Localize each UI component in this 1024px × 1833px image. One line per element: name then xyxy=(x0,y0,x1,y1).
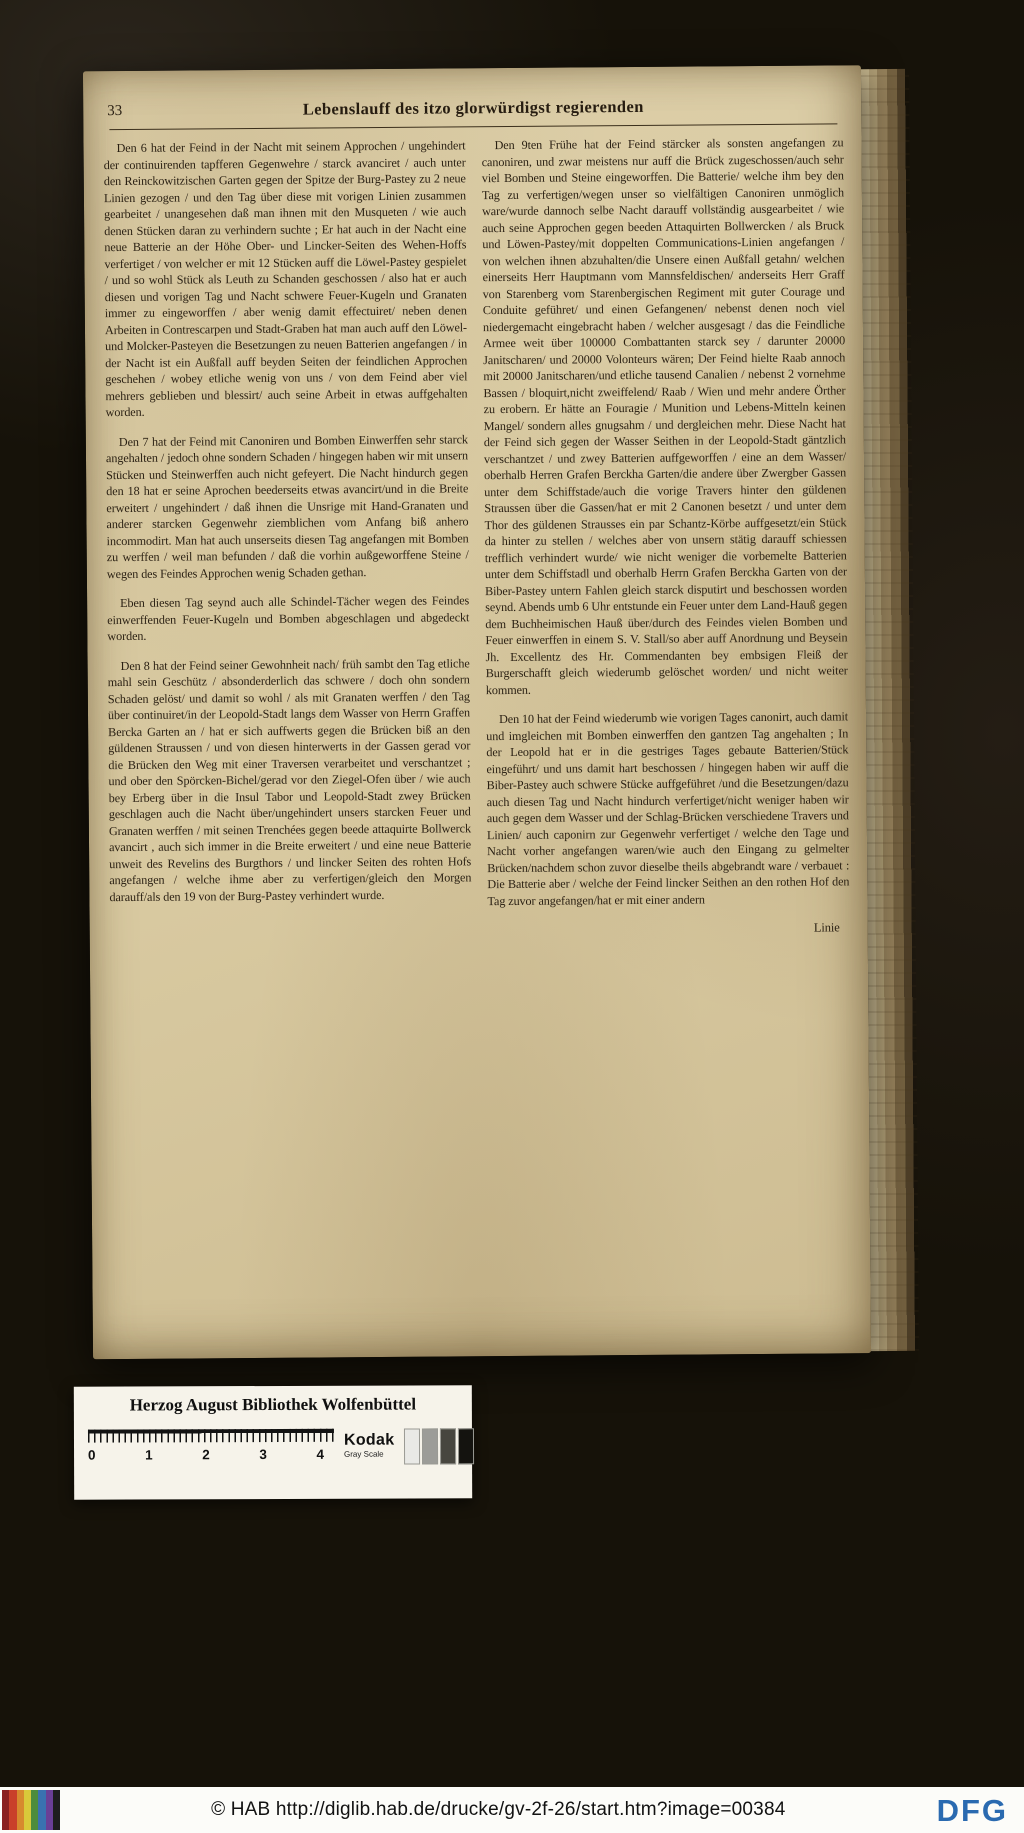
calibration-scale-row xyxy=(88,1424,462,1487)
gray-patch xyxy=(404,1428,420,1464)
ruler-number: 4 xyxy=(316,1446,325,1462)
paragraph: Den 7 hat der Feind mit Canoniren und Bomben Einwerffen sehr starck angehalten / jedoch ohne sondern Schaden / hingegen haben wir mit unsern Stücken und Steinwerffen auch nicht gefeyert. Die Nacht hindurch gegen den 18 hat er seine Aprochen beederseits etwas avancirt/und in die Breite erweitert / ungehindert / daß ihnen die Unsrige mit Hand-Granaten und anderer starcken Gegenwehr ziemblichen vom Anfang biß anhero incommodirt. Man hat auch unserseits diesen Tag angefangen mit Bomben zu werffen / weil man befunden / daß die vorhin außgeworffene Steine / wegen des Feindes Approchen wenig Schaden gethan. xyxy=(105,431,469,581)
page-scan xyxy=(83,65,871,1359)
catchword: Linie xyxy=(813,920,840,935)
running-header: Lebenslauff des itzo glorwürdigst regierenden xyxy=(302,96,644,119)
color-patch xyxy=(53,1790,60,1830)
copyright-text: © HAB http://diglib.hab.de/drucke/gv-2f-26/start.htm?image=00384 xyxy=(211,1799,786,1820)
library-label-card xyxy=(74,1385,472,1499)
color-patch xyxy=(31,1790,38,1830)
text-columns xyxy=(103,134,849,941)
bleed-through-texture xyxy=(861,69,919,1351)
ruler-numbers xyxy=(88,1447,324,1463)
book-scan xyxy=(83,55,929,1370)
left-column xyxy=(103,137,471,941)
color-patch xyxy=(24,1790,31,1830)
grayscale-patches xyxy=(404,1428,474,1464)
color-patch xyxy=(17,1790,24,1830)
page-header xyxy=(103,95,843,127)
right-column xyxy=(481,134,849,938)
kodak-brand-text: Kodak xyxy=(343,1431,395,1449)
kodak-wordmark xyxy=(344,1433,394,1459)
ruler-number: 1 xyxy=(145,1447,153,1463)
paragraph: Den 6 hat der Feind in der Nacht mit seinem Approchen / ungehindert der continuirenden tapfferen Gegenwehre / starck avanciret / auch unter den Reinckowitzischen Garten gegen der Spitze der Burg-Pastey zu 2 neue Linien gezogen / und den Tag über diese mit vorigen Linien zusammen gearbeitet / unangesehen daß man ihnen mit den Musqueten / wie auch denen Stücken daran zu verhindern suchte ; Er hat auch in der Nacht eine neue Batterie an der Höhe Ober- und Lincker-Seiten des Wehen-Hoffs verfertiget / von welcher er mit 12 Stücken auff die Löwel-Pastey gespielet / und so wohl Stück als Leuth zu Schanden geschossen / also hat er auch diesen und vorigen Tag und Nacht schwere Feuer-Kugeln und Granaten immer zu eingeworffen / aber wenig damit effectuiret/ neben denen Arbeiten in Contrescarpen und Stadt-Graben hat man auch auff den Löwel- und Molcker-Pasteyen die Besetzungen zu neuen Batterien angefangen / in der Nacht ist ein Außfall auff beyden Seiten der feindlichen Approchen geschehen / wobey etliche wenig von uns / von dem Feind aber viel mehrers geblieben und blessirt/ auch seine Arbeit in etwas auffgehalten worden. xyxy=(103,138,468,420)
color-patch xyxy=(38,1790,45,1830)
fore-edge-pages xyxy=(861,69,919,1351)
page-number: 33 xyxy=(107,102,123,120)
paragraph: Den 10 hat der Feind wiederumb wie vorigen Tages canonirt, auch damit und imgleichen mit Bomben einwerffen den gantzen Tag angehalten ; In der Leopold hat er in die gestriges Tages gebaute Batterien/Stück eingeführt/ und uns damit hart beschossen / hingegen haben wir auff die Biber-Pastey auch schwere Stücke auffgeführet /und die Besetzungen/dazu auch diesen Tag und Nacht hindurch verfertiget/nicht weniger haben wir auch gegen dem Wasser und der Schlag-Brücken verschiedene Travers und Linien/ auch caponirn zur Gegenwehr verfertiget / welche den Tage und Nacht vorher angefangen waren/wie auch den Eingang zu gelmelter Brücken/nachdem schon zuvor dieselbe theils abgebrandt ware / verbauet : Die Batterie aber / welche der Feind lincker Seithen an den rothen Hof den Tag zuvor angefangen/hat er mit einer andern xyxy=(486,709,850,908)
paragraph: Den 8 hat der Feind seiner Gewohnheit nach/ früh sambt den Tag etliche mahl sein Geschütz / absonderderlich das schwere / doch ohn sondern Schaden gelöst/ und damit so wohl / als mit Granaten werffen / den Tag über continuiret/in der Leopold-Stadt langs dem Wasser von Herrn Graffen Bercka Garten an / hat er sich auffwerts gegen die Brücken biß an den güldenen Straussen / und von diesen hinterwerts in der Gassen gerad vor die Brücken den Weg mit einer Traversen verarbeitet und verschantzet ; und ober den Spörcken-Bichel/gerad vor den Ziegel-Ofen über / wie auch bey Erberg über in die Insul Tabor und Leopold-Stadt zwey Brücken geschlagen auch die Nacht über/ungehindert unsers starcken Feuer und Granaten werffen / mit seinen Trenchées gegen beede attaquirte Bollwerck avancirt , auch sich immer in die Breite erweitert / und eine neue Batterie unweit des Revelins des Burgthors / und lincker Seiten des rohten Hofs angefangen / welche ihme aber zu verfertigen/gleich den Morgen darauff/als den 19 von der Burg-Pastey verhindert wurde. xyxy=(107,655,472,904)
ruler-number: 3 xyxy=(259,1447,267,1463)
color-patch xyxy=(2,1790,9,1830)
paragraph: Eben diesen Tag seynd auch alle Schindel-Tächer wegen des Feindes einwerffenden Feuer-Kugeln und Bomben abgeschlagen und abgedeckt worden. xyxy=(107,593,470,644)
gray-patch xyxy=(458,1428,474,1464)
paragraph: Den 9ten Frühe hat der Feind stärcker als sonsten angefangen zu canoniren, und zwar meistens nur auff die Brück zugeschossen/auch sehr viel Bomben und Steine eingeworffen. Die Batterie/ welche ihm bey den Tag zu verfertigen/wegen unser so vielfältigen Canoniren unmöglich ware/wurde dannoch selbe Nacht darauff vollständig ausgearbeitet / wie auch seine Approchen gegen beeden Attaquirten Bollwercken / als Bruck und Löwen-Pastey/mit doppelten Communications-Linien angefangen / von welchen ihnen abzuhalten/die Unsere einen Außfall getahn/ welchen einerseits Herr Hauptmann vom Mannsfeldischen/ anderseits Herr Graff von Starenberg vom Starenbergischen Regiment mit guter Courage und Conduite geführet/ und einen Gefangenen/ nebenst denen noch viel niedergemacht eingebracht haben / welcher ausgesagt / das die Feindliche Armee weit über 100000 Combattanten starck sey / darunter 20000 Janitscharen/ und 20000 Volonteurs wären; Der Feind hielte Raab annoch mit 20000 Janitscharen/und etliche tausend Canalien / nebenst 2 vornehme Bassen / bloquirt,nicht zweiffelend/ Raab / Wien und mehr andere Örther zu erobern. Er hätte an Fouragie / Munition und Lebens-Mitteln keinen Mangel/ sondern alles gnugsahm / und dergleichen mehr. Diese Nacht hat der Feind sich gegen der Wasser Seithen in der Leopold-Stadt gäntzlich verschantzet / und zwey Batterien auffgeworffen / eine an dem Wasser/ oberhalb Herren Grafen Berckha Garten/die andere über Zwergber Gassen unter dem Schiffstade/auch die vorige Travers hinter den güldenen Straussen über die Gassen/hat er mit 2 Canonen besetzt / und unter dem Thor des güldenen Strausses ein par Schantz-Körbe auffgesetzt/ein Stück da hinter zu stellen / welches aber von unsern stätig darauff schiessen trefflich verhindert wurde/ wie nicht weniger die vorbemelte Batterien unter dem Schiffstadl und oberhalb Herrn Grafen Berckha Garten von der Biber-Pastey untern Fahlen gleich starck disputirt und beschossen worden seynd. Abends umb 6 Uhr entstunde ein Feuer unter dem Land-Hauß gegen dem Buchheimischen Hauß über/durch des Feindes vielen Bomben und Feuer einwerffen in einem S. V. Stall/so aber auff Anordnung und Beysein Jh. Excellentz des Hr. Commendanten bey embsigen Fleiß der Burgerschafft gleich wiederumb gelöschet worden/ und nicht weiter kommen. xyxy=(481,135,848,697)
color-patch xyxy=(46,1790,53,1830)
color-calibration-strip xyxy=(2,1790,60,1830)
dfg-logo: DFG xyxy=(936,1792,1008,1828)
ruler-number: 0 xyxy=(88,1447,96,1463)
kodak-grayscale-text: Gray Scale xyxy=(344,1449,384,1459)
library-name: Herzog August Bibliothek Wolfenbüttel xyxy=(129,1394,417,1415)
color-patch xyxy=(9,1790,16,1830)
copyright-bar xyxy=(0,1787,1024,1833)
ruler-ticks xyxy=(88,1429,334,1443)
gray-patch xyxy=(422,1428,438,1464)
ruler-number: 2 xyxy=(202,1447,210,1463)
gray-patch xyxy=(440,1428,456,1464)
